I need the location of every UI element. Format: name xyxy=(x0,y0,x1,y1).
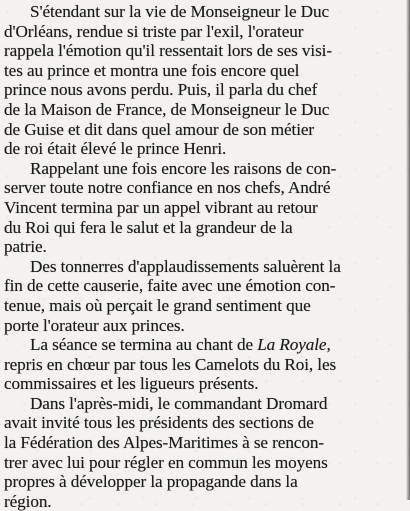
text-line: de Guise et dit dans quel amour de son métier xyxy=(4,119,315,139)
paragraph-confiance xyxy=(4,159,406,257)
text-line: région. xyxy=(4,491,52,511)
paragraph-la-royale xyxy=(4,335,406,394)
text-line: La séance se termina au chant de La Royale, xyxy=(30,335,331,355)
text-line: patrie. xyxy=(4,237,47,257)
text-line: trer avec lui pour régler en commun les moyens xyxy=(4,452,328,472)
text-line: S'étendant sur la vie de Monseigneur le Duc xyxy=(30,2,330,21)
paragraph-duc-orleans xyxy=(4,2,406,159)
text-line: Dans l'après-midi, le commandant Dromard xyxy=(30,393,328,413)
text-line: tenue, mais où perçait le grand sentiment que xyxy=(4,295,311,315)
song-title: La Royale xyxy=(257,335,327,355)
text-line: la Fédération des Alpes-Maritimes à se rencon- xyxy=(4,433,324,453)
column-edge-shadow xyxy=(406,0,410,500)
text-line: repris en chœur par tous les Camelots du Roi, les xyxy=(4,354,337,374)
text-line: de roi était élevé le prince Henri. xyxy=(4,139,227,159)
text-line: Rappelant une fois encore les raisons de con- xyxy=(30,158,337,178)
text-line: propres à développer la propagande dans la xyxy=(4,472,298,492)
text-line: d'Orléans, rendue si triste par l'exil, l'orateur xyxy=(4,21,304,41)
text-line: de la Maison de France, de Monseigneur le Duc xyxy=(4,99,330,119)
text-line: du Roi qui fera le salut et la grandeur de la xyxy=(4,217,293,237)
paragraph-apres-midi xyxy=(4,394,406,511)
text-line: tes au prince et montra une fois encore quel xyxy=(4,60,300,80)
text-line: commissaires et les ligueurs présents. xyxy=(4,374,259,394)
text-line: prince nous avons perdu. Puis, il parla du chef xyxy=(4,80,318,100)
text-line: porte l'orateur aux princes. xyxy=(4,315,185,335)
text-line: avait invité tous les présidents des sections de xyxy=(4,413,314,433)
text-line: Vincent termina par un appel vibrant au retour xyxy=(4,197,318,217)
text-line: server toute notre confiance en nos chefs, André xyxy=(4,178,331,198)
text-line: fin de cette causerie, faite avec une émotion con- xyxy=(4,276,336,296)
text-line: Des tonnerres d'applaudissements saluèrent la xyxy=(30,256,341,276)
text-line: rappela l'émotion qu'il ressentait lors de ses visi- xyxy=(4,41,332,61)
paragraph-applaudissements xyxy=(4,257,406,335)
